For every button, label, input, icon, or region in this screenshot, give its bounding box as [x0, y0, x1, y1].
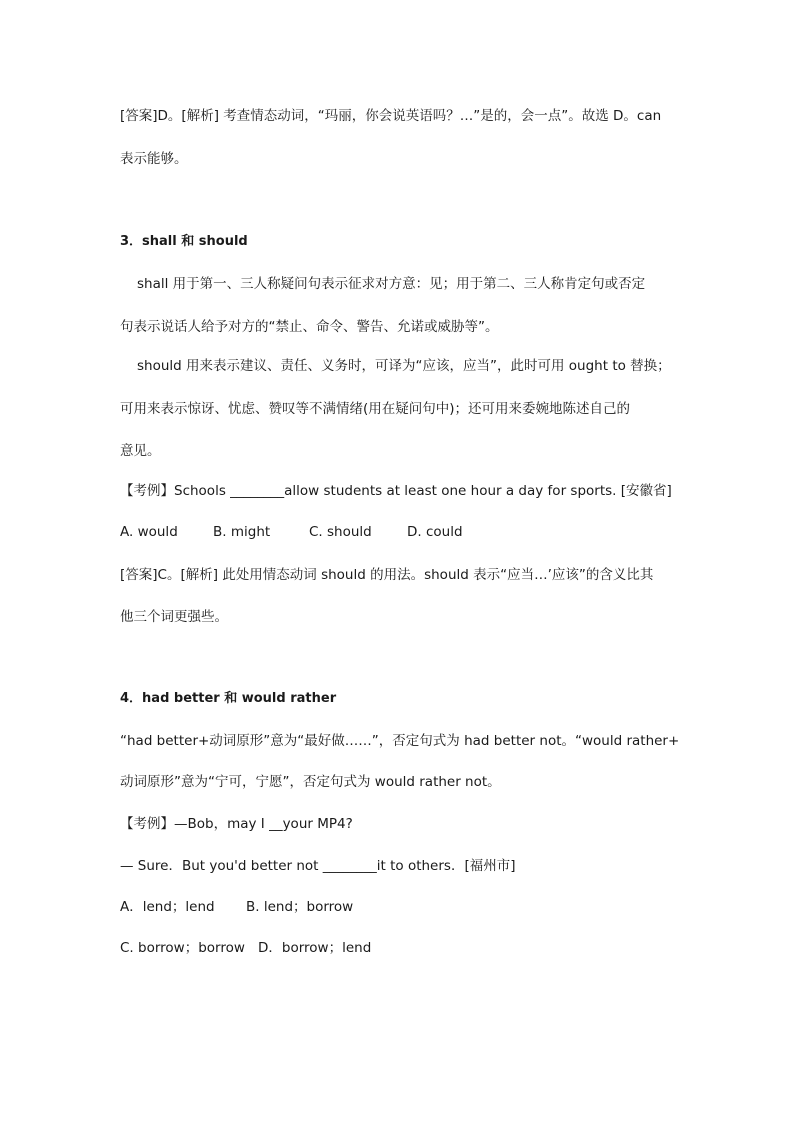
option-c: C. should — [309, 524, 372, 540]
option-a: A. would — [120, 524, 178, 540]
answer-line: [答案]D。[解析] 考查情态动词，“玛丽，你会说英语吗？…”是的，会一点”。故选 D。can — [120, 108, 662, 124]
option-d: D．borrow；lend — [258, 940, 372, 956]
paragraph-line: 动词原形”意为“宁可，宁愿”，否定句式为 would rather not。 — [120, 774, 501, 790]
paragraph-line: shall 用于第一、三人称疑问句表示征求对方意：见；用于第二、三人称肯定句或否定 — [137, 276, 646, 292]
section-heading: 4．had better 和 would rather — [120, 691, 337, 706]
option-b: B. might — [213, 524, 271, 540]
paragraph-line: “had better+动词原形”意为“最好做……”，否定句式为 had better not。“would rather+ — [120, 733, 680, 749]
answer-line: [答案]C。[解析] 此处用情态动词 should 的用法。should 表示“应当…’应该”的含义比其 — [120, 567, 654, 583]
paragraph-line: 可用来表示惊讶、忧虑、赞叹等不满情绪(用在疑问句中)；还可用来委婉地陈述自己的 — [120, 401, 631, 417]
example-question: 【考例】Schools ________allow students at least one hour a day for sports. [安徽省] — [120, 483, 672, 499]
paragraph-line: should 用来表示建议、责任、义务时，可译为“应该，应当”，此时可用 ought to 替换； — [137, 358, 671, 374]
option-c: C. borrow；borrow — [120, 940, 245, 956]
answer-line: 他三个词更强些。 — [120, 609, 228, 625]
example-question: 【考例】—Bob，may I __your MP4? — [120, 816, 353, 832]
option-d: D. could — [407, 524, 463, 540]
answer-line: 表示能够。 — [120, 151, 188, 167]
example-question: — Sure．But you'd better not ________it to others．[福州市] — [120, 858, 516, 874]
option-b: B. lend；borrow — [246, 899, 354, 915]
section-heading: 3．shall 和 should — [120, 234, 248, 249]
paragraph-line: 句表示说话人给予对方的“禁止、命令、警告、允诺或威胁等”。 — [120, 319, 499, 335]
paragraph-line: 意见。 — [120, 443, 161, 459]
option-a: A．lend；lend — [120, 899, 215, 915]
